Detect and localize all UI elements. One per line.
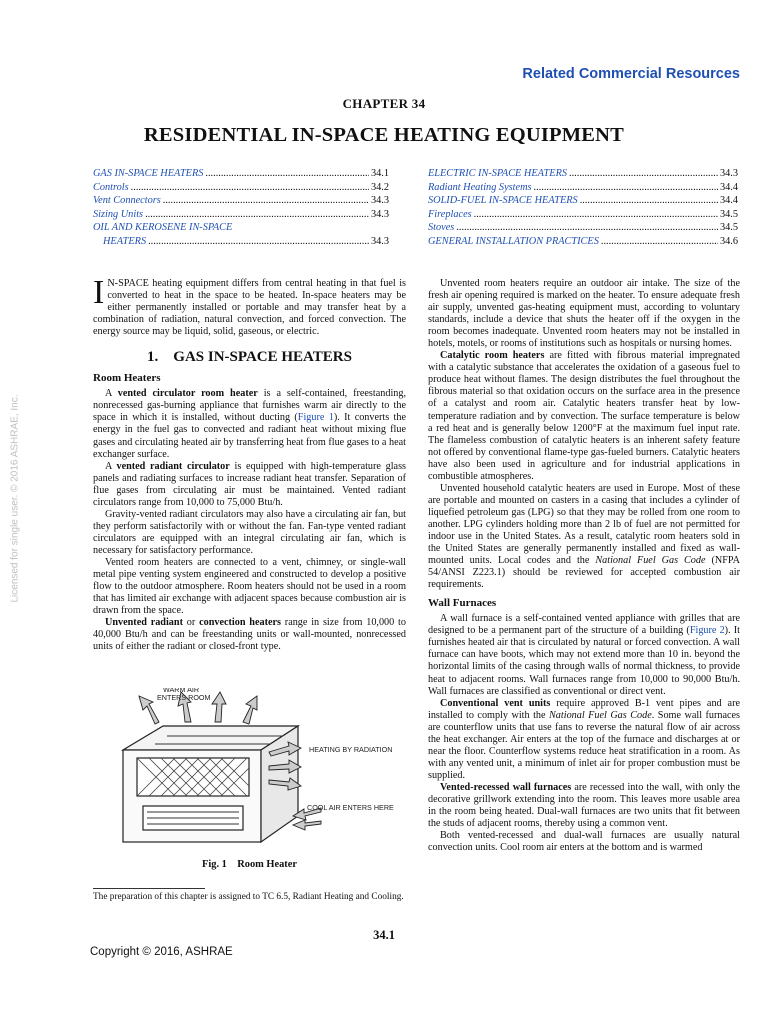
chapter-number: CHAPTER 34 xyxy=(342,96,426,111)
toc-entry-label[interactable]: Stoves xyxy=(428,222,455,234)
toc-entry-label[interactable]: GAS IN-SPACE HEATERS xyxy=(93,168,204,179)
paragraph: Conventional vent units require approved B-1 vent pipes and are installed to comply with the National Fuel Gas Code. Some wall furnaces are counterflow units that use fans to reverse the natural flow of air across the heat exchanger. Air enters at the top of the furnace and discharges at or near the floor. Counterflow systems reduce heat stratification in a room. As with any vented unit, a minimum of inlet air for proper combustion must be supplied. xyxy=(428,697,741,781)
toc-entry[interactable] xyxy=(93,235,389,249)
section-heading: 1. GAS IN-SPACE HEATERS xyxy=(147,349,352,366)
toc-entry-label[interactable]: ELECTRIC IN-SPACE HEATERS xyxy=(428,168,568,179)
toc-entry-label[interactable]: Sizing Units xyxy=(93,208,144,220)
right-text-column xyxy=(428,278,740,854)
paragraph: A vented radiant circulator is equipped with high-temperature glass panels and radiating surfaces to increase radiant heat transfer. Separation of flue gases from circulating air must be maintained. Vented radiant circulators range from 10,000 to 75,000 Btu/h. xyxy=(93,460,406,508)
footnote-divider xyxy=(93,888,205,889)
label-warm-air: WARM AIR xyxy=(163,688,200,694)
toc-entry-page: 34.3 xyxy=(370,235,389,247)
toc-entry-page: 34.2 xyxy=(370,181,389,193)
toc-entry[interactable] xyxy=(93,208,389,222)
label-cool-air: COOL AIR ENTERS HERE xyxy=(307,803,394,812)
toc-entry-label[interactable]: SOLID-FUEL IN-SPACE HEATERS xyxy=(428,195,578,207)
label-heating-by-radiation: HEATING BY RADIATION xyxy=(309,745,393,754)
related-commercial-resources-link[interactable]: Related Commercial Resources xyxy=(522,66,740,82)
toc-entry-page: 34.4 xyxy=(719,195,738,207)
page-number: 34.1 xyxy=(373,928,395,942)
license-watermark xyxy=(8,380,22,620)
drop-cap: I xyxy=(93,274,105,311)
footnote: The preparation of this chapter is assigned to TC 6.5, Radiant Heating and Cooling. xyxy=(93,892,404,902)
toc-entry[interactable] xyxy=(93,221,389,235)
toc-entry-page: 34.3 xyxy=(719,168,738,179)
paragraph: Gravity-vented radiant circulators may also have a circulating air fan, but they perform satisfactorily with or without the fan. Fan-type vented radiant circulators are equipped with an integral circulating air fan, which is necessary for satisfactory performance. xyxy=(93,508,406,556)
toc-entry-label[interactable]: Radiant Heating Systems xyxy=(428,181,532,193)
toc-entry-page: 34.6 xyxy=(719,235,738,247)
paragraph: Catalytic room heaters are fitted with fibrous material impregnated with a catalytic substance that accelerates the oxidation of a gaseous fuel to produce heat without flames. The design distributes the fuel throughout the fibrous material so that oxidation occurs on the surface area in the presence of a catalyst and room air. Catalytic heaters transfer heat by low-temperature radiation and by convection. The surface temperature is below a red heat and is generally below 1200°F at the maximum fuel input rate. The flameless combustion of catalytic heaters is an inherent safety feature not offered by conventional flame-type gas-fueled burners. Catalytic heaters have also been used in agriculture and for industrial applications in combustible atmospheres. xyxy=(428,350,740,482)
toc-entry[interactable] xyxy=(93,194,389,208)
toc-entry[interactable] xyxy=(428,208,738,222)
figure-1-link[interactable]: Figure 1 xyxy=(297,412,334,424)
subheading-wall-furnaces: Wall Furnaces xyxy=(428,597,497,610)
toc-entry[interactable] xyxy=(428,235,738,249)
intro-paragraph xyxy=(93,274,406,338)
toc-left-column xyxy=(93,167,389,249)
toc-entry-page: 34.5 xyxy=(719,222,738,234)
paragraph: Unvented radiant or convection heaters range in size from 10,000 to 40,000 Btu/h and can be freestanding units or wall-mounted, nonrecessed units of either the radiant or closed-front type. xyxy=(93,617,406,653)
paragraph: Unvented household catalytic heaters are used in Europe. Most of these are portable and mounted on casters in a casing that includes a cylinder of liquefied petroleum gas (LPG) so that they may be rolled from one room to another. LPG cylinders holding more than 2 lb of fuel are not permitted for indoor use in the United States. As a result, catalytic room heaters sold in the United States are generally permanently installed and fixed as wall-mounted units. Local codes and the National Fuel Gas Code (NFPA 54/ANSI Z223.1) should be reviewed for accepted combustion air requirements. xyxy=(428,482,740,591)
room-heater-figure xyxy=(93,688,406,848)
paragraph: Both vented-recessed and dual-wall furnaces are usually natural convection units. Cool room air enters at the bottom and is warmed xyxy=(428,830,740,854)
paragraph: Vented-recessed wall furnaces are recessed into the wall, with only the decorative grillwork extending into the room. This leaves more usable area in the room being heated. Dual-wall furnaces are two units that fit between the studs of adjacent rooms, thereby using a common vent. xyxy=(428,781,740,830)
paragraph: A wall furnace is a self-contained vented appliance with grilles that are designed to be a permanent part of the structure of a building (Figure 2). It furnishes heated air that is circulated by natural or forced convection. A wall furnace can have boots, which may not extend more than 10 in. beyond the horizontal limits of the casing through walls of normal thickness, to provide heat to adjacent rooms. Wall furnaces range from 10,000 to 90,000 Btu/h. Wall furnaces are classified as conventional or direct vent. xyxy=(428,613,740,697)
toc-entry[interactable] xyxy=(428,221,738,235)
toc-entry-page: 34.3 xyxy=(370,195,389,207)
left-text-column xyxy=(93,274,407,653)
toc-entry[interactable] xyxy=(93,167,389,181)
toc-entry[interactable] xyxy=(428,181,738,195)
toc-entry[interactable] xyxy=(93,181,389,195)
toc-entry-label[interactable]: Fireplaces xyxy=(428,208,472,220)
toc-entry-label[interactable]: Vent Connectors xyxy=(93,195,161,207)
figure-caption: Fig. 1 Room Heater xyxy=(202,859,297,870)
toc-entry-page: 34.5 xyxy=(719,208,738,220)
watermark-text: Licensed for single user. © 2016 ASHRAE, Inc. xyxy=(9,394,21,603)
label-enters-room: ENTERS ROOM xyxy=(157,693,211,702)
toc-entry[interactable] xyxy=(428,167,738,181)
subheading-room-heaters: Room Heaters xyxy=(93,372,161,385)
chapter-title: RESIDENTIAL IN-SPACE HEATING EQUIPMENT xyxy=(143,124,625,146)
toc-entry-label[interactable]: Controls xyxy=(93,181,129,193)
intro-text: N-SPACE heating equipment differs from central heating in that fuel is converted to heat in the space to be heated. In-space heaters may be either permanently installed or portable and may transfer heat by a combination of radiation, natural convection, and forced convection. The energy source may be liquid, solid, gaseous, or electric. xyxy=(93,278,406,338)
toc-right-column xyxy=(428,167,738,249)
copyright-notice: Copyright © 2016, ASHRAE xyxy=(90,946,233,958)
toc-entry-page: 34.4 xyxy=(719,181,738,193)
toc-entry-page: 34.1 xyxy=(370,168,389,179)
toc-entry-label[interactable]: HEATERS xyxy=(103,235,147,247)
toc-entry-page: 34.3 xyxy=(370,208,389,220)
paragraph: Unvented room heaters require an outdoor air intake. The size of the fresh air opening required is marked on the heater. To ensure adequate fresh air supply, unvented gas-heating equipment must, according to voluntary standards, include a device that shuts the heater off if the oxygen in the room becomes inadequate. Unvented room heaters may not be installed in hotels, motels, or rooms of institutions such as hospitals or nursing homes. xyxy=(428,278,740,350)
paragraph: Vented room heaters are connected to a vent, chimney, or single-wall metal pipe venting system engineered and constructed to develop a positive flow to the outdoor atmosphere. Room heaters should not be used in a room that has limited air exchange with adjacent spaces because combustion air is drawn from the space. xyxy=(93,556,406,617)
figure-2-link[interactable]: Figure 2 xyxy=(689,625,725,637)
toc-entry[interactable] xyxy=(428,194,738,208)
paragraph: A vented circulator room heater is a self-contained, freestanding, nonrecessed gas-burning appliance that furnishes warm air directly to the space in which it is installed, without ducting (Figure 1). It converts the energy in the fuel gas to convected and radiant heat without mixing flue gases and circulating heated air by transferring heat from flue gases to a heat exchanger surface. xyxy=(93,388,407,460)
toc-entry-label[interactable]: OIL AND KEROSENE IN-SPACE xyxy=(93,222,233,234)
toc-entry-label[interactable]: GENERAL INSTALLATION PRACTICES xyxy=(428,235,599,247)
